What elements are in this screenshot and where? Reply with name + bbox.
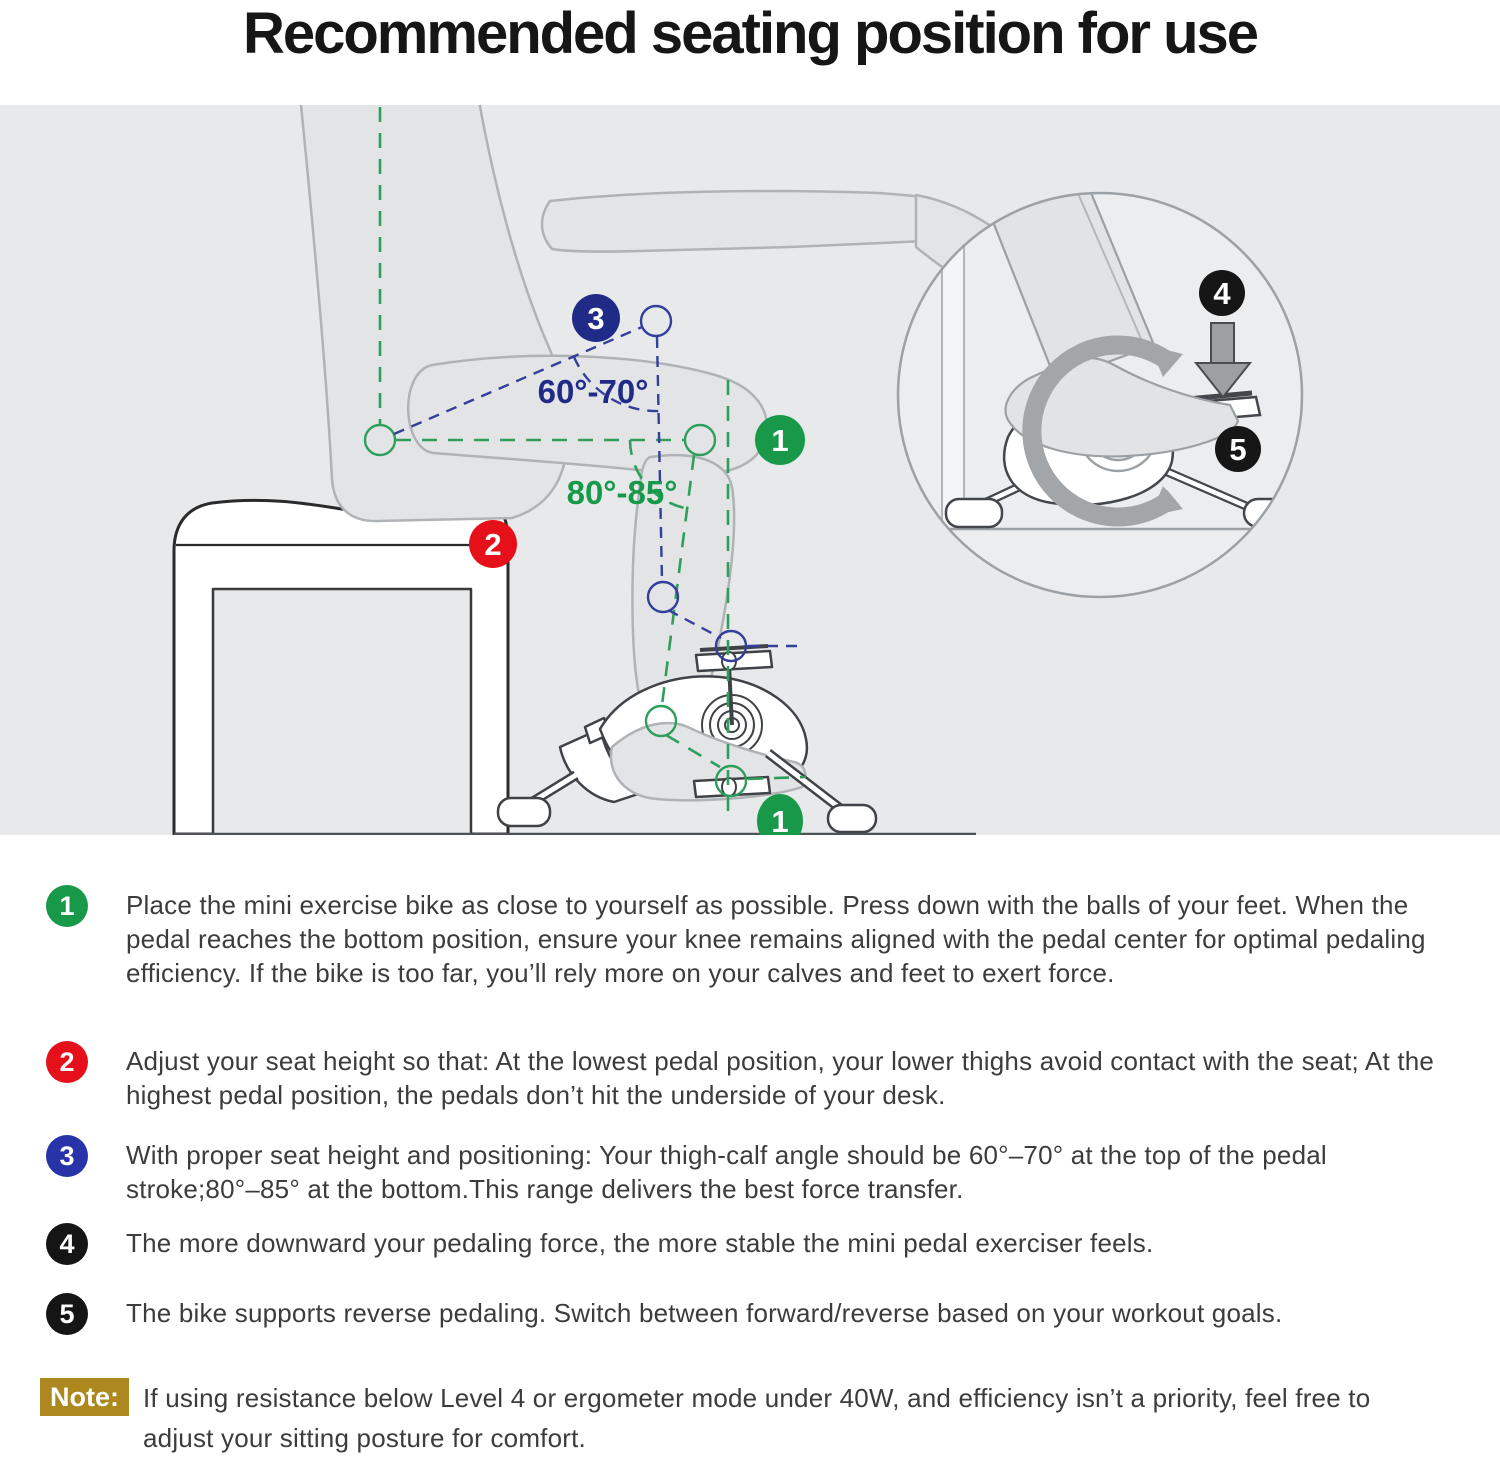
front-foot-pad <box>498 798 550 826</box>
instruction-item-5 <box>46 1296 1456 1335</box>
marker-5 <box>1215 426 1261 472</box>
instruction-item-4 <box>46 1226 1456 1265</box>
svg-text:2: 2 <box>484 527 502 562</box>
forearm <box>542 191 945 252</box>
instruction-badge-2: 2 <box>46 1041 88 1083</box>
wall <box>942 231 964 529</box>
instruction-item-3 <box>46 1138 1456 1206</box>
note-label: Note: <box>40 1378 129 1416</box>
instruction-item-1 <box>46 888 1456 990</box>
marker-3 <box>572 294 620 342</box>
instruction-item-2 <box>46 1044 1456 1112</box>
instruction-text-3: With proper seat height and positioning: Your thigh-calf angle should be 60°–70° at the top of the pedal stroke;80°–85° at the bottom.This range delivers the best force transfer. <box>126 1140 1327 1204</box>
marker-4 <box>1199 270 1245 316</box>
instruction-text-2: Adjust your seat height so that: At the lowest pedal position, your lower thighs avoid contact with the seat; At the highest pedal position, the pedals don’t hit the underside of your desk. <box>126 1046 1435 1110</box>
stool <box>174 500 508 835</box>
note-section <box>40 1378 1433 1458</box>
instruction-text-1: Place the mini exercise bike as close to yourself as possible. Press down with the balls of your feet. When the pedal reaches the bottom position, ensure your knee remains aligned with the pedal center for optimal pedaling efficiency. If the bike is too far, you’ll rely more on your calves and feet to exert force. <box>126 890 1426 988</box>
note-text: If using resistance below Level 4 or ergometer mode under 40W, and efficiency isn’t a priority, feel free to adjust your sitting posture for comfort. <box>143 1383 1371 1453</box>
rear-foot-pad <box>828 805 876 832</box>
svg-text:5: 5 <box>1229 432 1247 467</box>
instruction-badge-3: 3 <box>46 1135 88 1177</box>
lower-angle-label: 80°-85° <box>566 474 678 511</box>
svg-text:3: 3 <box>587 301 605 336</box>
instruction-badge-1: 1 <box>46 885 88 927</box>
marker-2-seat <box>469 520 517 568</box>
svg-text:1: 1 <box>771 804 789 835</box>
upper-angle-label: 60°-70° <box>537 373 649 410</box>
illustration-panel <box>0 105 1500 835</box>
instruction-badge-5: 5 <box>46 1293 88 1335</box>
svg-text:4: 4 <box>1213 276 1231 311</box>
page-title: Recommended seating position for use <box>242 1 1258 66</box>
seating-diagram <box>0 105 1500 835</box>
instruction-badge-4: 4 <box>46 1223 88 1265</box>
instruction-text-5: The bike supports reverse pedaling. Switch between forward/reverse based on your workout goals. <box>126 1298 1283 1328</box>
marker-1-knee <box>755 415 805 465</box>
instruction-text-4: The more downward your pedaling force, the more stable the mini pedal exerciser feels. <box>126 1228 1154 1258</box>
svg-text:1: 1 <box>771 423 789 458</box>
